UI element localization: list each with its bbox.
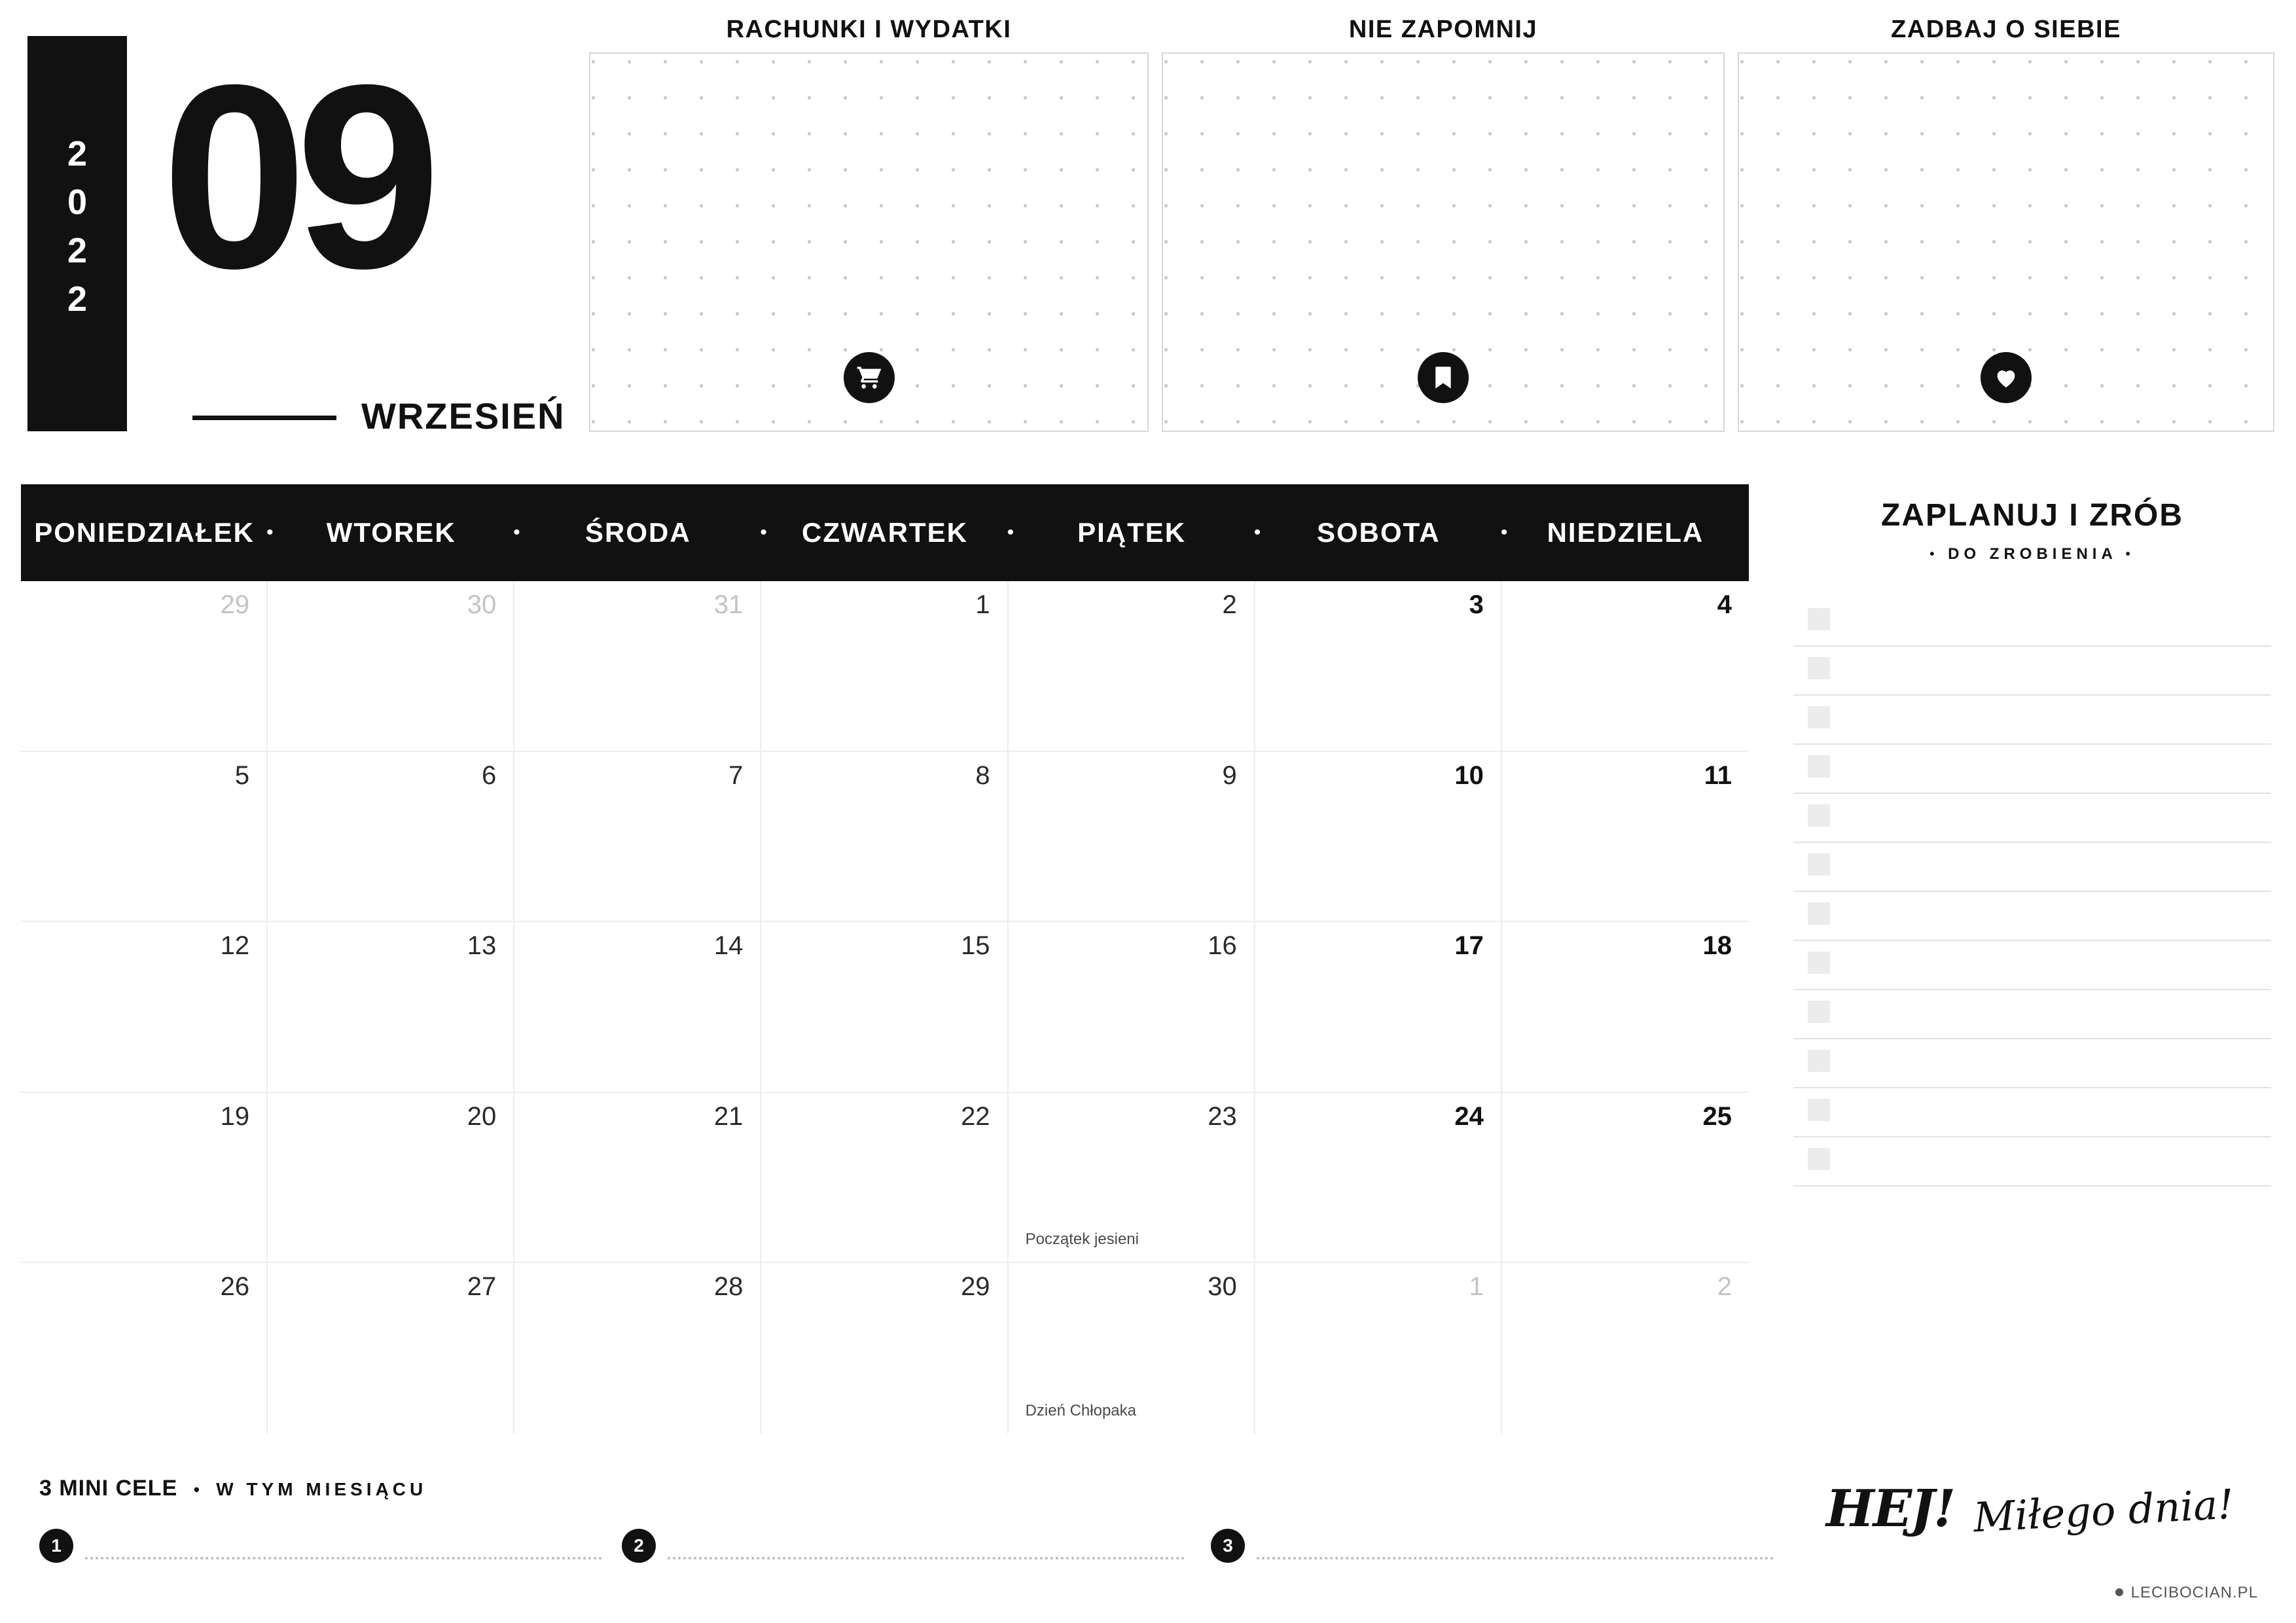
day-number: 4	[1717, 590, 1732, 619]
calendar-day-cell[interactable]	[761, 1093, 1008, 1264]
todo-checkbox[interactable]	[1808, 706, 1830, 728]
calendar-day-cell[interactable]	[1255, 752, 1502, 923]
footer-brand	[1826, 1584, 2258, 1602]
day-number: 10	[1454, 760, 1484, 790]
calendar-day-cell[interactable]	[1009, 1093, 1255, 1264]
day-number: 20	[467, 1101, 497, 1131]
day-number: 1	[975, 590, 990, 619]
day-number: 18	[1702, 931, 1732, 961]
calendar-day-cell[interactable]	[1255, 1263, 1502, 1434]
day-number: 9	[1222, 760, 1237, 790]
day-number: 12	[220, 931, 250, 961]
weekday-header: PONIEDZIAŁEK • WTOREK • ŚRODA • CZWARTEK • PIĄTEK • SOBOTA • NIEDZIELA	[21, 484, 1749, 581]
calendar-day-cell[interactable]	[1502, 752, 1749, 923]
todo-row[interactable]	[1793, 941, 2271, 990]
mini-goals-title: 3 MINI CELE	[39, 1476, 178, 1501]
todo-row[interactable]	[1793, 843, 2271, 892]
todo-checkbox[interactable]	[1808, 1148, 1830, 1170]
day-number: 17	[1454, 931, 1484, 961]
day-number: 27	[467, 1272, 497, 1302]
day-number: 3	[1469, 590, 1484, 619]
day-number: 29	[961, 1272, 990, 1302]
todo-row[interactable]	[1793, 597, 2271, 647]
calendar-day-cell[interactable]	[761, 581, 1008, 752]
calendar-day-cell[interactable]	[1502, 922, 1749, 1093]
mini-goals-subtitle: W TYM MIESIĄCU	[216, 1479, 427, 1499]
day-number: 16	[1208, 931, 1237, 961]
todo-row[interactable]	[1793, 990, 2271, 1039]
todo-row[interactable]	[1793, 892, 2271, 941]
todo-row[interactable]	[1793, 1137, 2271, 1186]
calendar-day-cell[interactable]	[1502, 1263, 1749, 1434]
calendar-day-cell[interactable]	[268, 581, 514, 752]
note-box-remember[interactable]	[1162, 16, 1725, 432]
weekday-3: ŚRODA	[585, 517, 691, 548]
weekday-1: PONIEDZIAŁEK	[34, 517, 255, 548]
calendar-day-cell[interactable]	[21, 581, 268, 752]
todo-checkbox[interactable]	[1808, 657, 1830, 679]
bookmark-icon	[1418, 352, 1469, 403]
month-number: 09	[162, 30, 429, 323]
note-box-bills[interactable]	[589, 16, 1149, 432]
day-number: 11	[1704, 760, 1732, 790]
mini-goals-row	[39, 1529, 1780, 1568]
day-number: 21	[713, 1101, 744, 1131]
goal-line-3[interactable]	[1257, 1532, 1774, 1560]
day-number: 28	[713, 1272, 744, 1302]
todo-title: ZAPLANUJ I ZRÓB	[1881, 498, 2183, 533]
calendar-day-cell[interactable]	[1009, 581, 1255, 752]
goal-line-1[interactable]	[85, 1532, 602, 1560]
day-note: Początek jesieni	[1025, 1230, 1139, 1248]
day-number: 14	[713, 931, 744, 961]
goal-line-2[interactable]	[668, 1532, 1185, 1560]
day-number: 22	[961, 1101, 990, 1131]
calendar-day-cell[interactable]	[268, 752, 514, 923]
weekday-7: NIEDZIELA	[1547, 517, 1704, 548]
bullet-left: •	[1929, 547, 1939, 562]
todo-checkbox[interactable]	[1808, 1099, 1830, 1121]
day-number: 19	[220, 1101, 250, 1131]
year-label: 2022	[58, 134, 97, 328]
calendar-grid	[21, 581, 1749, 1434]
goal-item-3[interactable]	[1211, 1529, 1774, 1563]
calendar-day-cell[interactable]	[514, 581, 761, 752]
header-area	[0, 0, 2296, 452]
todo-checkbox[interactable]	[1808, 1050, 1830, 1072]
calendar-day-cell[interactable]	[1255, 922, 1502, 1093]
calendar-day-cell[interactable]	[1502, 581, 1749, 752]
month-name: WRZESIEŃ	[361, 395, 565, 437]
day-number: 29	[220, 590, 250, 619]
day-number: 13	[467, 931, 497, 961]
calendar-day-cell[interactable]	[1009, 1263, 1255, 1434]
goal-number-1: 1	[39, 1529, 73, 1563]
day-number: 26	[220, 1272, 250, 1302]
mini-goals-separator: •	[193, 1480, 200, 1499]
todo-subtitle-text: DO ZROBIENIA	[1948, 545, 2117, 563]
todo-checkbox[interactable]	[1808, 853, 1830, 876]
note-box-selfcare[interactable]	[1738, 16, 2274, 432]
day-number: 2	[1222, 590, 1237, 619]
day-number: 6	[482, 760, 497, 790]
calendar-day-cell[interactable]	[761, 752, 1008, 923]
brand-dot-icon	[2115, 1588, 2123, 1596]
calendar-day-cell[interactable]	[514, 752, 761, 923]
calendar-day-cell[interactable]	[514, 1263, 761, 1434]
todo-row[interactable]	[1793, 696, 2271, 745]
calendar-day-cell[interactable]	[21, 1093, 268, 1264]
todo-panel	[1793, 497, 2271, 1186]
shopping-cart-icon	[844, 352, 895, 403]
day-number: 30	[1208, 1272, 1237, 1302]
bullet-right: •	[2125, 547, 2135, 562]
todo-checkbox[interactable]	[1808, 755, 1830, 777]
signature-hej: HEJ!	[1826, 1479, 1955, 1539]
heart-icon	[1981, 352, 2032, 403]
todo-list	[1793, 597, 2271, 1186]
calendar-day-cell[interactable]	[21, 752, 268, 923]
todo-checkbox[interactable]	[1808, 902, 1830, 925]
todo-row[interactable]	[1793, 647, 2271, 696]
day-number: 8	[975, 760, 990, 790]
calendar-day-cell[interactable]	[1502, 1093, 1749, 1264]
calendar-day-cell[interactable]	[761, 1263, 1008, 1434]
todo-checkbox[interactable]	[1808, 1001, 1830, 1023]
goal-item-2[interactable]	[622, 1529, 1185, 1563]
day-number: 23	[1208, 1101, 1237, 1131]
calendar-day-cell[interactable]	[1009, 922, 1255, 1093]
signature-message: Miłego dnia!	[1972, 1480, 2235, 1542]
todo-subtitle	[1793, 545, 2271, 563]
todo-row[interactable]	[1793, 1039, 2271, 1088]
note-box-selfcare-title: ZADBAJ O SIEBIE	[1891, 16, 2121, 43]
month-block	[27, 30, 565, 437]
calendar-day-cell[interactable]	[514, 922, 761, 1093]
todo-row[interactable]	[1793, 1088, 2271, 1137]
todo-checkbox[interactable]	[1808, 952, 1830, 974]
todo-row[interactable]	[1793, 794, 2271, 843]
day-number: 2	[1717, 1272, 1732, 1302]
day-note: Dzień Chłopaka	[1025, 1402, 1136, 1420]
day-number: 31	[713, 590, 744, 619]
weekday-5: PIĄTEK	[1077, 517, 1187, 548]
calendar-day-cell[interactable]	[268, 922, 514, 1093]
day-number: 5	[234, 760, 250, 790]
day-number: 24	[1454, 1101, 1484, 1131]
mini-goals-heading	[39, 1476, 1780, 1501]
year-bar	[27, 36, 127, 431]
mini-goals-section	[39, 1476, 1780, 1568]
weekday-2: WTOREK	[326, 517, 456, 548]
weekday-4: CZWARTEK	[802, 517, 968, 548]
signature-block	[1820, 1472, 2238, 1558]
goal-item-1[interactable]	[39, 1529, 602, 1563]
brand-label: LECIBOCIAN.PL	[2130, 1584, 2258, 1601]
day-number: 7	[728, 760, 744, 790]
day-number: 1	[1469, 1272, 1484, 1302]
calendar-day-cell[interactable]	[761, 922, 1008, 1093]
calendar-day-cell[interactable]	[514, 1093, 761, 1264]
calendar-day-cell[interactable]	[1255, 581, 1502, 752]
todo-checkbox[interactable]	[1808, 608, 1830, 630]
goal-number-2: 2	[622, 1529, 656, 1563]
calendar-day-cell[interactable]	[268, 1093, 514, 1264]
weekday-6: SOBOTA	[1316, 517, 1441, 548]
note-box-remember-title: NIE ZAPOMNIJ	[1348, 16, 1538, 43]
day-number: 25	[1702, 1101, 1732, 1131]
note-box-bills-title: RACHUNKI I WYDATKI	[726, 16, 1012, 43]
day-number: 15	[961, 931, 990, 961]
month-rule	[192, 416, 336, 420]
calendar-day-cell[interactable]	[21, 1263, 268, 1434]
todo-checkbox[interactable]	[1808, 804, 1830, 827]
todo-row[interactable]	[1793, 745, 2271, 794]
goal-number-3: 3	[1211, 1529, 1245, 1563]
calendar-day-cell[interactable]	[1009, 752, 1255, 923]
calendar-day-cell[interactable]	[268, 1263, 514, 1434]
day-number: 30	[467, 590, 497, 619]
calendar-day-cell[interactable]	[1255, 1093, 1502, 1264]
calendar-day-cell[interactable]	[21, 922, 268, 1093]
